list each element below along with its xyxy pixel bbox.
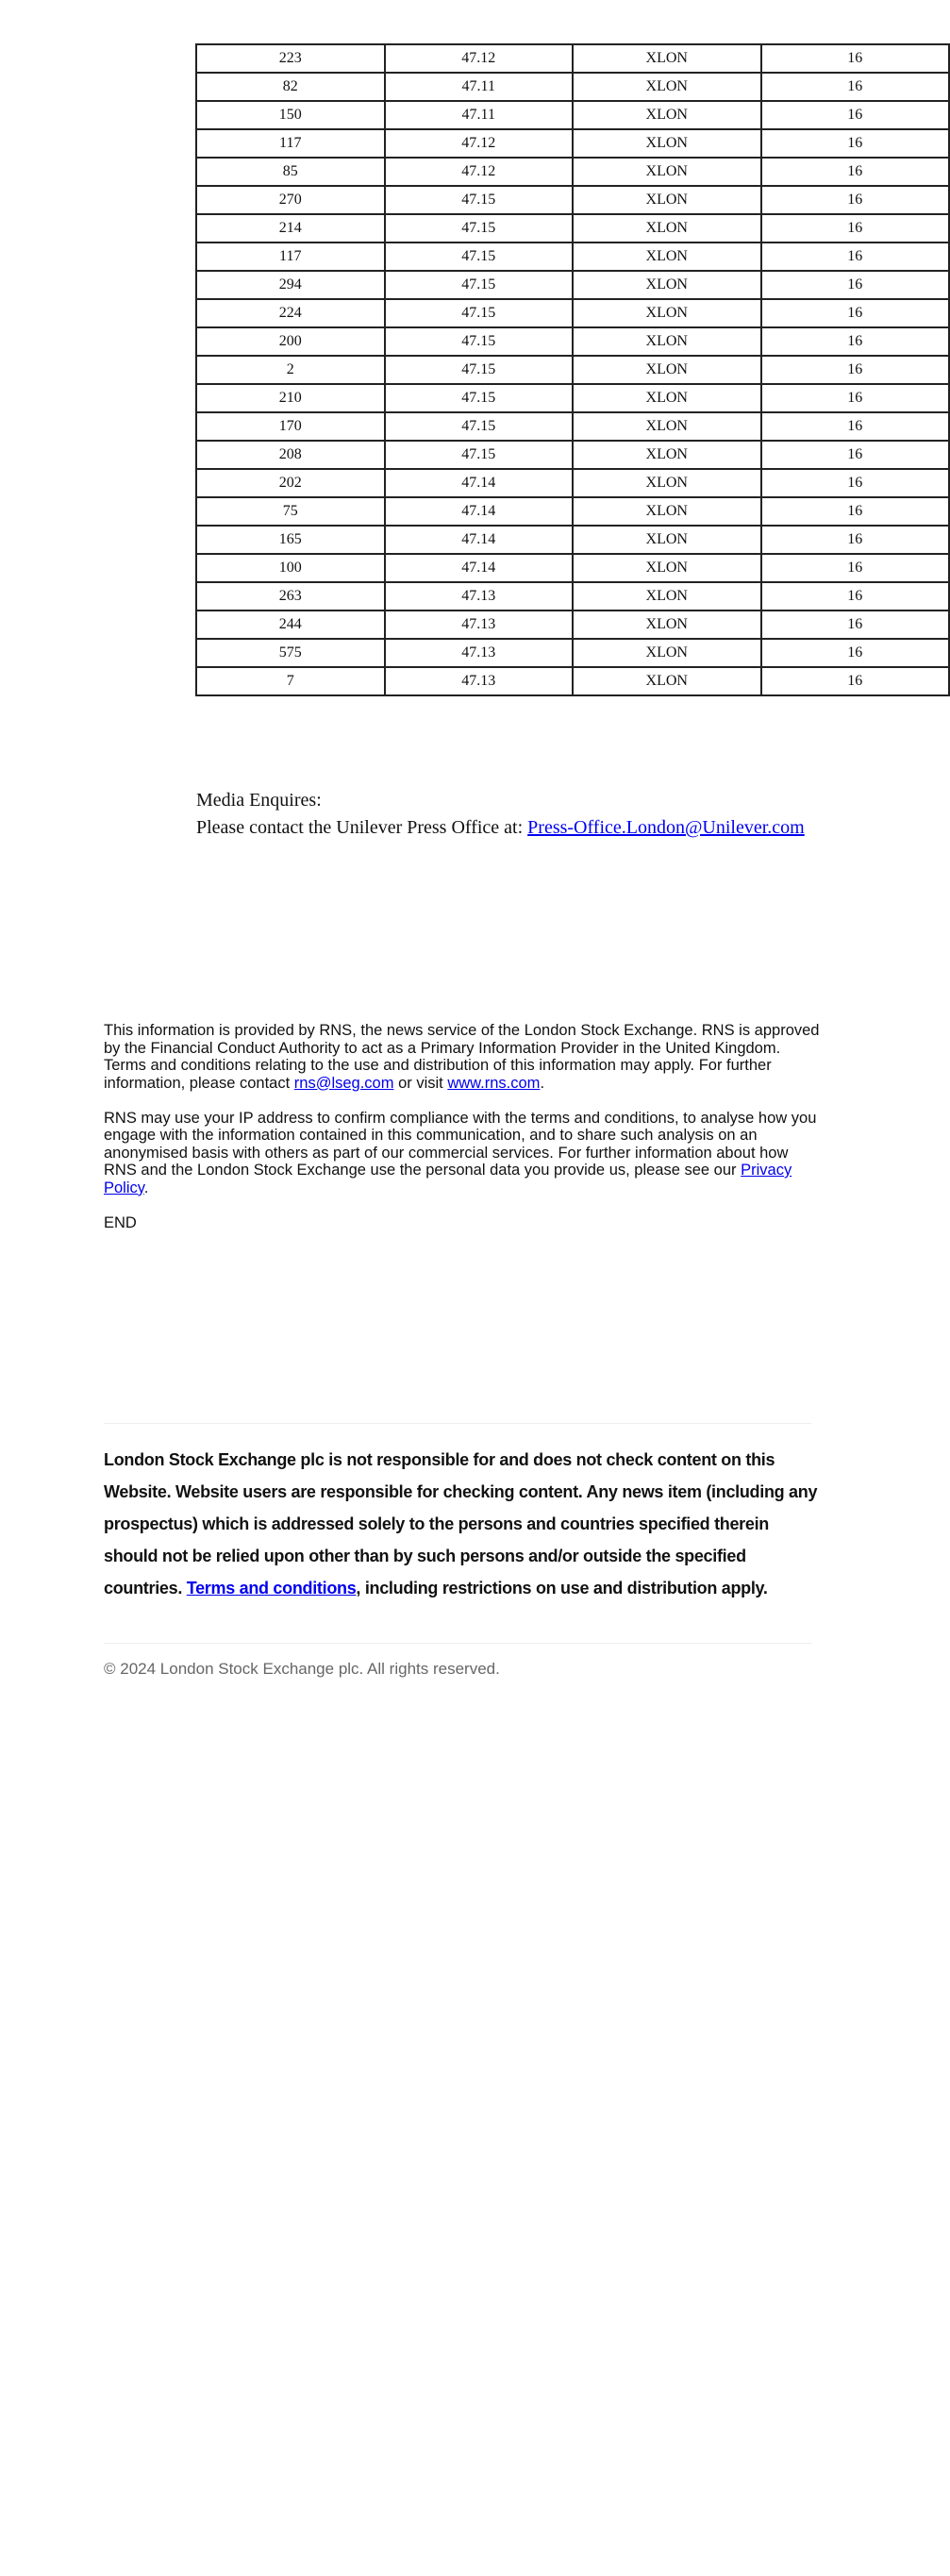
venue-cell: XLON bbox=[573, 327, 761, 356]
time-cell: 16 bbox=[761, 667, 950, 695]
rns-text: This information is provided by RNS, the news service of the London Stock Exchange. RNS is approved by the Financial Conduct Authority to act as a Primary Information Provider in the United Kingdom. Terms and conditions relating to the use and distribution of this information may apply. For further information, please contact bbox=[104, 1022, 820, 1092]
price-cell: 47.11 bbox=[385, 73, 574, 101]
trades-table-container bbox=[195, 43, 863, 696]
volume-cell: 82 bbox=[196, 73, 385, 101]
time-cell: 16 bbox=[761, 384, 950, 412]
table-row bbox=[196, 582, 949, 611]
time-cell: 16 bbox=[761, 469, 950, 497]
venue-cell: XLON bbox=[573, 611, 761, 639]
price-cell: 47.15 bbox=[385, 243, 574, 271]
price-cell: 47.15 bbox=[385, 412, 574, 441]
time-cell: 16 bbox=[761, 412, 950, 441]
time-cell: 16 bbox=[761, 582, 950, 611]
table-row bbox=[196, 186, 949, 214]
price-cell: 47.15 bbox=[385, 186, 574, 214]
price-cell: 47.13 bbox=[385, 582, 574, 611]
venue-cell: XLON bbox=[573, 186, 761, 214]
time-cell: 16 bbox=[761, 554, 950, 582]
venue-cell: XLON bbox=[573, 73, 761, 101]
time-cell: 16 bbox=[761, 526, 950, 554]
table-row bbox=[196, 526, 949, 554]
venue-cell: XLON bbox=[573, 469, 761, 497]
price-cell: 47.13 bbox=[385, 639, 574, 667]
volume-cell: 202 bbox=[196, 469, 385, 497]
media-contact-text: Please contact the Unilever Press Office at: bbox=[196, 817, 528, 838]
price-cell: 47.15 bbox=[385, 441, 574, 469]
time-cell: 16 bbox=[761, 243, 950, 271]
time-cell: 16 bbox=[761, 639, 950, 667]
rns-website-link[interactable]: www.rns.com bbox=[447, 1074, 541, 1092]
rns-text: or visit bbox=[393, 1074, 448, 1092]
time-cell: 16 bbox=[761, 214, 950, 243]
venue-cell: XLON bbox=[573, 639, 761, 667]
price-cell: 47.15 bbox=[385, 356, 574, 384]
table-row bbox=[196, 73, 949, 101]
venue-cell: XLON bbox=[573, 497, 761, 526]
price-cell: 47.15 bbox=[385, 214, 574, 243]
disclaimer-text: London Stock Exchange plc is not responsible for and does not check content on this Website. Website users are responsible for checking content. Any news item (including any prospectus) which is addressed solely to the persons and countries specified therein should not be relied upon other than by such persons and/or outside the specified countries. bbox=[104, 1450, 818, 1597]
volume-cell: 100 bbox=[196, 554, 385, 582]
price-cell: 47.12 bbox=[385, 44, 574, 73]
price-cell: 47.13 bbox=[385, 611, 574, 639]
price-cell: 47.12 bbox=[385, 129, 574, 158]
rns-paragraph-1 bbox=[104, 1022, 821, 1092]
price-cell: 47.14 bbox=[385, 526, 574, 554]
venue-cell: XLON bbox=[573, 271, 761, 299]
price-cell: 47.15 bbox=[385, 299, 574, 327]
lse-disclaimer bbox=[104, 1444, 821, 1604]
volume-cell: 270 bbox=[196, 186, 385, 214]
volume-cell: 214 bbox=[196, 214, 385, 243]
venue-cell: XLON bbox=[573, 129, 761, 158]
volume-cell: 7 bbox=[196, 667, 385, 695]
venue-cell: XLON bbox=[573, 243, 761, 271]
venue-cell: XLON bbox=[573, 299, 761, 327]
table-row bbox=[196, 384, 949, 412]
table-row bbox=[196, 497, 949, 526]
table-row bbox=[196, 158, 949, 186]
footer-divider bbox=[104, 1643, 811, 1644]
time-cell: 16 bbox=[761, 327, 950, 356]
table-row bbox=[196, 243, 949, 271]
price-cell: 47.11 bbox=[385, 101, 574, 129]
time-cell: 16 bbox=[761, 73, 950, 101]
price-cell: 47.15 bbox=[385, 384, 574, 412]
volume-cell: 2 bbox=[196, 356, 385, 384]
price-cell: 47.12 bbox=[385, 158, 574, 186]
venue-cell: XLON bbox=[573, 412, 761, 441]
venue-cell: XLON bbox=[573, 441, 761, 469]
volume-cell: 117 bbox=[196, 243, 385, 271]
price-cell: 47.15 bbox=[385, 327, 574, 356]
venue-cell: XLON bbox=[573, 356, 761, 384]
trades-table bbox=[195, 43, 950, 696]
table-row bbox=[196, 271, 949, 299]
table-row bbox=[196, 44, 949, 73]
table-row bbox=[196, 214, 949, 243]
table-row bbox=[196, 441, 949, 469]
table-row bbox=[196, 129, 949, 158]
venue-cell: XLON bbox=[573, 158, 761, 186]
table-row bbox=[196, 469, 949, 497]
footer-divider bbox=[104, 1423, 811, 1424]
volume-cell: 200 bbox=[196, 327, 385, 356]
volume-cell: 575 bbox=[196, 639, 385, 667]
table-row bbox=[196, 327, 949, 356]
press-office-email-link[interactable]: Press-Office.London@Unilever.com bbox=[527, 817, 805, 838]
time-cell: 16 bbox=[761, 44, 950, 73]
time-cell: 16 bbox=[761, 299, 950, 327]
media-contact bbox=[196, 814, 805, 842]
volume-cell: 294 bbox=[196, 271, 385, 299]
table-row bbox=[196, 356, 949, 384]
table-row bbox=[196, 611, 949, 639]
rns-paragraph-2 bbox=[104, 1110, 821, 1197]
time-cell: 16 bbox=[761, 497, 950, 526]
volume-cell: 208 bbox=[196, 441, 385, 469]
price-cell: 47.14 bbox=[385, 469, 574, 497]
venue-cell: XLON bbox=[573, 582, 761, 611]
time-cell: 16 bbox=[761, 611, 950, 639]
venue-cell: XLON bbox=[573, 101, 761, 129]
privacy-policy-link[interactable]: Privacy Policy bbox=[104, 1162, 792, 1196]
venue-cell: XLON bbox=[573, 44, 761, 73]
copyright: © 2024 London Stock Exchange plc. All rights reserved. bbox=[104, 1660, 500, 1678]
time-cell: 16 bbox=[761, 271, 950, 299]
time-cell: 16 bbox=[761, 356, 950, 384]
media-enquiries bbox=[196, 787, 805, 842]
disclaimer-text: , including restrictions on use and distribution apply. bbox=[356, 1579, 768, 1597]
volume-cell: 117 bbox=[196, 129, 385, 158]
volume-cell: 75 bbox=[196, 497, 385, 526]
rns-text: . bbox=[540, 1074, 545, 1092]
rns-text: . bbox=[143, 1179, 149, 1196]
venue-cell: XLON bbox=[573, 214, 761, 243]
volume-cell: 224 bbox=[196, 299, 385, 327]
venue-cell: XLON bbox=[573, 526, 761, 554]
table-row bbox=[196, 667, 949, 695]
end-marker: END bbox=[104, 1213, 137, 1231]
time-cell: 16 bbox=[761, 186, 950, 214]
table-row bbox=[196, 639, 949, 667]
media-heading: Media Enquires: bbox=[196, 790, 322, 811]
volume-cell: 165 bbox=[196, 526, 385, 554]
table-row bbox=[196, 299, 949, 327]
rns-text: RNS may use your IP address to confirm compliance with the terms and conditions, to analyse how you engage with the information contained in this communication, and to share such analysis on an anonymised basis with others as part of our commercial services. For further information about how RNS and the London Stock Exchange use the personal data you provide us, please see our bbox=[104, 1109, 817, 1179]
volume-cell: 244 bbox=[196, 611, 385, 639]
terms-link[interactable]: Terms and conditions bbox=[186, 1579, 357, 1597]
price-cell: 47.14 bbox=[385, 554, 574, 582]
table-row bbox=[196, 101, 949, 129]
volume-cell: 150 bbox=[196, 101, 385, 129]
rns-notice bbox=[104, 1022, 821, 1249]
volume-cell: 263 bbox=[196, 582, 385, 611]
time-cell: 16 bbox=[761, 158, 950, 186]
time-cell: 16 bbox=[761, 101, 950, 129]
table-row bbox=[196, 554, 949, 582]
rns-email-link[interactable]: rns@lseg.com bbox=[293, 1074, 394, 1092]
volume-cell: 223 bbox=[196, 44, 385, 73]
volume-cell: 85 bbox=[196, 158, 385, 186]
venue-cell: XLON bbox=[573, 384, 761, 412]
volume-cell: 170 bbox=[196, 412, 385, 441]
venue-cell: XLON bbox=[573, 554, 761, 582]
venue-cell: XLON bbox=[573, 667, 761, 695]
price-cell: 47.15 bbox=[385, 271, 574, 299]
time-cell: 16 bbox=[761, 441, 950, 469]
volume-cell: 210 bbox=[196, 384, 385, 412]
price-cell: 47.14 bbox=[385, 497, 574, 526]
table-row bbox=[196, 412, 949, 441]
time-cell: 16 bbox=[761, 129, 950, 158]
price-cell: 47.13 bbox=[385, 667, 574, 695]
